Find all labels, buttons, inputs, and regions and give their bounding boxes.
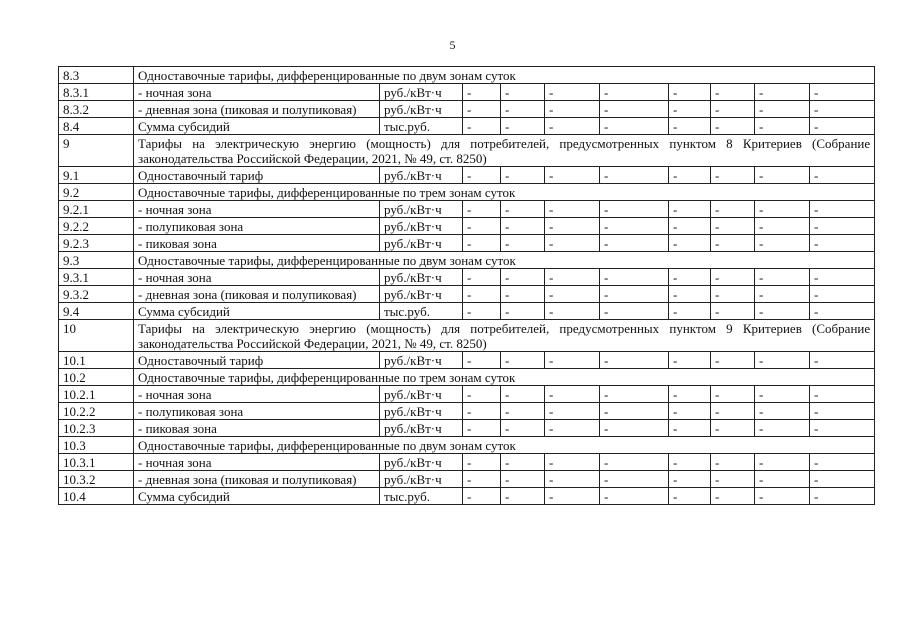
table-row: [59, 269, 875, 286]
item-label-cell: Сумма субсидий: [134, 488, 380, 505]
value-cell: -: [755, 269, 810, 286]
value-cell: -: [600, 403, 669, 420]
value-cell: -: [669, 235, 711, 252]
item-label-cell: - пиковая зона: [134, 420, 380, 437]
section-title-cell: Тарифы на электрическую энергию (мощность) для потребителей, предусмотренных пунктом 9 Критериев (Собрание законодательства Российской Федерации, 2021, № 49, ст. 8250): [134, 320, 875, 352]
value-cell: -: [810, 218, 875, 235]
value-cell: -: [501, 303, 545, 320]
value-cell: -: [755, 420, 810, 437]
value-cell: -: [463, 167, 501, 184]
value-cell: -: [545, 218, 600, 235]
value-cell: -: [545, 352, 600, 369]
row-number-cell: 10.2.1: [59, 386, 134, 403]
table-row: [59, 488, 875, 505]
value-cell: -: [810, 167, 875, 184]
unit-cell: руб./кВт·ч: [380, 201, 463, 218]
unit-cell: руб./кВт·ч: [380, 269, 463, 286]
value-cell: -: [463, 269, 501, 286]
section-title-cell: Одноставочные тарифы, дифференцированные по двум зонам суток: [134, 67, 875, 84]
value-cell: -: [755, 403, 810, 420]
value-cell: -: [545, 471, 600, 488]
value-cell: -: [711, 218, 755, 235]
value-cell: -: [501, 286, 545, 303]
item-label-cell: - ночная зона: [134, 386, 380, 403]
value-cell: -: [463, 403, 501, 420]
value-cell: -: [810, 286, 875, 303]
value-cell: -: [600, 167, 669, 184]
value-cell: -: [501, 235, 545, 252]
value-cell: -: [600, 201, 669, 218]
value-cell: -: [810, 118, 875, 135]
value-cell: -: [463, 235, 501, 252]
table-row: [59, 454, 875, 471]
value-cell: -: [545, 420, 600, 437]
value-cell: -: [755, 352, 810, 369]
value-cell: -: [463, 201, 501, 218]
value-cell: -: [711, 454, 755, 471]
unit-cell: тыс.руб.: [380, 118, 463, 135]
row-number-cell: 8.4: [59, 118, 134, 135]
value-cell: -: [711, 118, 755, 135]
unit-cell: руб./кВт·ч: [380, 101, 463, 118]
row-number-cell: 9.3.1: [59, 269, 134, 286]
value-cell: -: [501, 218, 545, 235]
item-label-cell: Сумма субсидий: [134, 118, 380, 135]
item-label-cell: - ночная зона: [134, 269, 380, 286]
unit-cell: руб./кВт·ч: [380, 167, 463, 184]
row-number-cell: 9.2.3: [59, 235, 134, 252]
row-number-cell: 10.4: [59, 488, 134, 505]
value-cell: -: [463, 118, 501, 135]
value-cell: -: [463, 386, 501, 403]
value-cell: -: [545, 454, 600, 471]
value-cell: -: [545, 201, 600, 218]
unit-cell: руб./кВт·ч: [380, 218, 463, 235]
row-number-cell: 10.3.1: [59, 454, 134, 471]
value-cell: -: [669, 420, 711, 437]
value-cell: -: [669, 386, 711, 403]
value-cell: -: [810, 386, 875, 403]
value-cell: -: [711, 101, 755, 118]
value-cell: -: [545, 303, 600, 320]
value-cell: -: [463, 286, 501, 303]
value-cell: -: [501, 471, 545, 488]
value-cell: -: [600, 420, 669, 437]
unit-cell: тыс.руб.: [380, 488, 463, 505]
section-title-cell: Одноставочные тарифы, дифференцированные по двум зонам суток: [134, 252, 875, 269]
unit-cell: руб./кВт·ч: [380, 84, 463, 101]
table-row: [59, 286, 875, 303]
value-cell: -: [600, 218, 669, 235]
value-cell: -: [600, 471, 669, 488]
section-row: [59, 67, 875, 84]
value-cell: -: [810, 352, 875, 369]
value-cell: -: [711, 386, 755, 403]
value-cell: -: [711, 488, 755, 505]
section-title-cell: Одноставочные тарифы, дифференцированные по трем зонам суток: [134, 369, 875, 386]
value-cell: -: [810, 235, 875, 252]
row-number-cell: 10.3.2: [59, 471, 134, 488]
value-cell: -: [463, 101, 501, 118]
value-cell: -: [755, 167, 810, 184]
value-cell: -: [501, 420, 545, 437]
section-title-cell: Тарифы на электрическую энергию (мощность) для потребителей, предусмотренных пунктом 8 Критериев (Собрание законодательства Российской Федерации, 2021, № 49, ст. 8250): [134, 135, 875, 167]
value-cell: -: [755, 201, 810, 218]
value-cell: -: [669, 201, 711, 218]
value-cell: -: [810, 303, 875, 320]
value-cell: -: [463, 84, 501, 101]
row-number-cell: 8.3.1: [59, 84, 134, 101]
value-cell: -: [669, 118, 711, 135]
value-cell: -: [669, 471, 711, 488]
value-cell: -: [755, 84, 810, 101]
value-cell: -: [810, 101, 875, 118]
table-row: [59, 167, 875, 184]
section-row: [59, 135, 875, 167]
value-cell: -: [810, 471, 875, 488]
table-row: [59, 218, 875, 235]
value-cell: -: [755, 303, 810, 320]
value-cell: -: [755, 235, 810, 252]
value-cell: -: [545, 118, 600, 135]
row-number-cell: 10.2.3: [59, 420, 134, 437]
row-number-cell: 10.3: [59, 437, 134, 454]
section-row: [59, 184, 875, 201]
item-label-cell: Одноставочный тариф: [134, 167, 380, 184]
value-cell: -: [600, 269, 669, 286]
value-cell: -: [600, 118, 669, 135]
value-cell: -: [545, 269, 600, 286]
value-cell: -: [669, 167, 711, 184]
unit-cell: руб./кВт·ч: [380, 352, 463, 369]
value-cell: -: [711, 420, 755, 437]
table-row: [59, 201, 875, 218]
unit-cell: руб./кВт·ч: [380, 386, 463, 403]
unit-cell: руб./кВт·ч: [380, 454, 463, 471]
table-row: [59, 420, 875, 437]
value-cell: -: [463, 420, 501, 437]
value-cell: -: [545, 488, 600, 505]
item-label-cell: - ночная зона: [134, 84, 380, 101]
value-cell: -: [755, 118, 810, 135]
value-cell: -: [545, 403, 600, 420]
table-body: [59, 67, 875, 505]
value-cell: -: [545, 235, 600, 252]
value-cell: -: [755, 286, 810, 303]
section-row: [59, 437, 875, 454]
value-cell: -: [711, 471, 755, 488]
value-cell: -: [669, 218, 711, 235]
row-number-cell: 9.4: [59, 303, 134, 320]
value-cell: -: [755, 101, 810, 118]
unit-cell: руб./кВт·ч: [380, 235, 463, 252]
value-cell: -: [810, 201, 875, 218]
value-cell: -: [711, 403, 755, 420]
value-cell: -: [463, 471, 501, 488]
value-cell: -: [545, 84, 600, 101]
value-cell: -: [545, 386, 600, 403]
value-cell: -: [600, 352, 669, 369]
row-number-cell: 10.2.2: [59, 403, 134, 420]
value-cell: -: [711, 235, 755, 252]
value-cell: -: [711, 201, 755, 218]
value-cell: -: [501, 118, 545, 135]
table-row: [59, 118, 875, 135]
table-row: [59, 303, 875, 320]
value-cell: -: [669, 403, 711, 420]
item-label-cell: Сумма субсидий: [134, 303, 380, 320]
row-number-cell: 9.2: [59, 184, 134, 201]
section-title-cell: Одноставочные тарифы, дифференцированные по двум зонам суток: [134, 437, 875, 454]
item-label-cell: - дневная зона (пиковая и полупиковая): [134, 101, 380, 118]
unit-cell: руб./кВт·ч: [380, 286, 463, 303]
page-number: 5: [449, 38, 456, 52]
value-cell: -: [501, 403, 545, 420]
unit-cell: руб./кВт·ч: [380, 471, 463, 488]
table-row: [59, 84, 875, 101]
value-cell: -: [711, 352, 755, 369]
table-row: [59, 403, 875, 420]
item-label-cell: - полупиковая зона: [134, 218, 380, 235]
value-cell: -: [755, 218, 810, 235]
row-number-cell: 9.1: [59, 167, 134, 184]
row-number-cell: 9.3.2: [59, 286, 134, 303]
value-cell: -: [755, 488, 810, 505]
unit-cell: руб./кВт·ч: [380, 420, 463, 437]
table-row: [59, 101, 875, 118]
table-row: [59, 235, 875, 252]
row-number-cell: 10.1: [59, 352, 134, 369]
value-cell: -: [463, 218, 501, 235]
value-cell: -: [600, 286, 669, 303]
value-cell: -: [755, 386, 810, 403]
value-cell: -: [545, 167, 600, 184]
value-cell: -: [600, 303, 669, 320]
table-row: [59, 352, 875, 369]
value-cell: -: [501, 101, 545, 118]
value-cell: -: [463, 488, 501, 505]
value-cell: -: [545, 101, 600, 118]
value-cell: -: [501, 352, 545, 369]
value-cell: -: [669, 101, 711, 118]
value-cell: -: [501, 454, 545, 471]
value-cell: -: [711, 269, 755, 286]
value-cell: -: [810, 488, 875, 505]
value-cell: -: [501, 167, 545, 184]
value-cell: -: [711, 303, 755, 320]
value-cell: -: [810, 84, 875, 101]
section-row: [59, 369, 875, 386]
value-cell: -: [463, 454, 501, 471]
value-cell: -: [669, 303, 711, 320]
unit-cell: руб./кВт·ч: [380, 403, 463, 420]
row-number-cell: 8.3: [59, 67, 134, 84]
row-number-cell: 10: [59, 320, 134, 352]
item-label-cell: - дневная зона (пиковая и полупиковая): [134, 286, 380, 303]
unit-cell: тыс.руб.: [380, 303, 463, 320]
table-row: [59, 386, 875, 403]
item-label-cell: - ночная зона: [134, 201, 380, 218]
value-cell: -: [600, 488, 669, 505]
value-cell: -: [463, 352, 501, 369]
value-cell: -: [501, 386, 545, 403]
value-cell: -: [669, 286, 711, 303]
value-cell: -: [810, 420, 875, 437]
value-cell: -: [600, 101, 669, 118]
value-cell: -: [669, 269, 711, 286]
value-cell: -: [463, 303, 501, 320]
value-cell: -: [501, 488, 545, 505]
value-cell: -: [501, 84, 545, 101]
row-number-cell: 10.2: [59, 369, 134, 386]
row-number-cell: 9.2.1: [59, 201, 134, 218]
row-number-cell: 9.3: [59, 252, 134, 269]
value-cell: -: [545, 286, 600, 303]
value-cell: -: [711, 84, 755, 101]
table-row: [59, 471, 875, 488]
value-cell: -: [711, 167, 755, 184]
value-cell: -: [501, 201, 545, 218]
row-number-cell: 8.3.2: [59, 101, 134, 118]
value-cell: -: [711, 286, 755, 303]
value-cell: -: [669, 352, 711, 369]
value-cell: -: [669, 488, 711, 505]
item-label-cell: - ночная зона: [134, 454, 380, 471]
value-cell: -: [669, 84, 711, 101]
value-cell: -: [755, 471, 810, 488]
value-cell: -: [810, 454, 875, 471]
value-cell: -: [810, 403, 875, 420]
value-cell: -: [755, 454, 810, 471]
value-cell: -: [600, 84, 669, 101]
value-cell: -: [501, 269, 545, 286]
section-title-cell: Одноставочные тарифы, дифференцированные по трем зонам суток: [134, 184, 875, 201]
value-cell: -: [669, 454, 711, 471]
item-label-cell: Одноставочный тариф: [134, 352, 380, 369]
value-cell: -: [600, 235, 669, 252]
section-row: [59, 320, 875, 352]
section-row: [59, 252, 875, 269]
item-label-cell: - пиковая зона: [134, 235, 380, 252]
item-label-cell: - полупиковая зона: [134, 403, 380, 420]
row-number-cell: 9: [59, 135, 134, 167]
value-cell: -: [600, 386, 669, 403]
value-cell: -: [600, 454, 669, 471]
value-cell: -: [810, 269, 875, 286]
row-number-cell: 9.2.2: [59, 218, 134, 235]
item-label-cell: - дневная зона (пиковая и полупиковая): [134, 471, 380, 488]
tariff-table: [58, 66, 875, 505]
